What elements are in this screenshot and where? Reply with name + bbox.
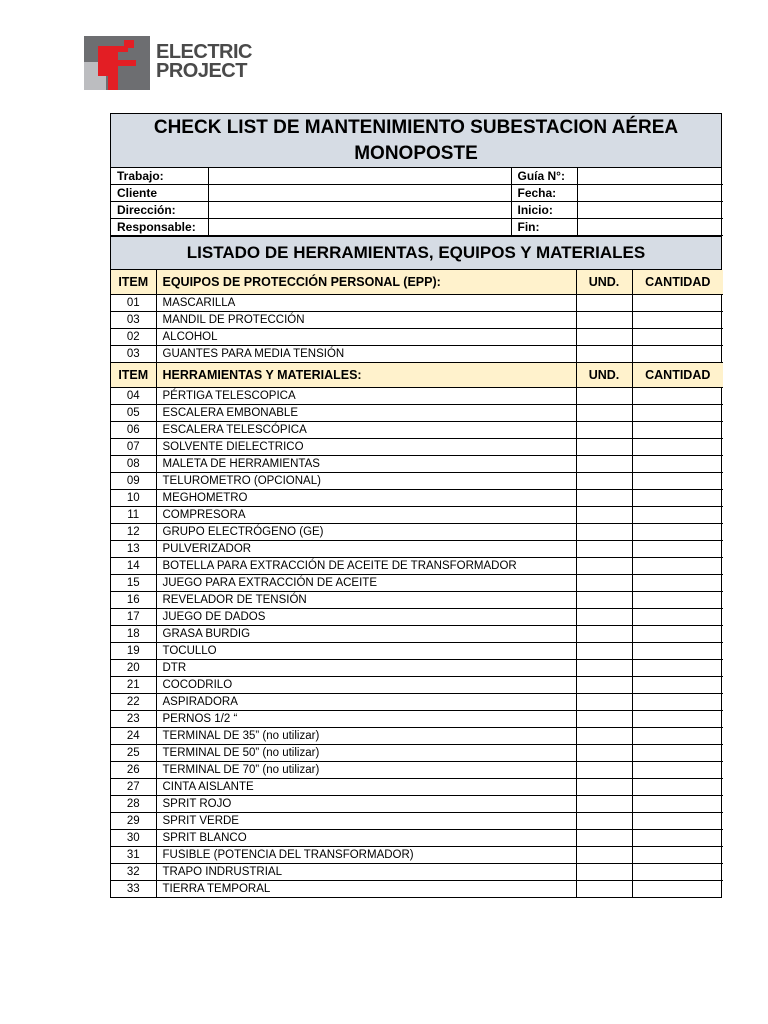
item-number: 06 [111,422,156,439]
item-number: 25 [111,745,156,762]
table-row [111,813,723,830]
info-label: Inicio: [511,202,577,219]
quantity-cell[interactable] [632,592,723,609]
unit-cell[interactable] [576,677,632,694]
table-row [111,575,723,592]
unit-cell[interactable] [576,626,632,643]
table-row [111,524,723,541]
info-value-field[interactable] [208,168,511,185]
table-row [111,643,723,660]
item-number: 17 [111,609,156,626]
item-description: ESCALERA EMBONABLE [156,405,576,422]
header-quantity: CANTIDAD [632,363,723,388]
quantity-cell[interactable] [632,558,723,575]
item-number: 02 [111,329,156,346]
item-description: COCODRILO [156,677,576,694]
unit-cell[interactable] [576,473,632,490]
quantity-cell[interactable] [632,405,723,422]
table-row [111,626,723,643]
quantity-cell[interactable] [632,388,723,405]
unit-cell[interactable] [576,405,632,422]
info-row [111,168,723,185]
unit-cell[interactable] [576,643,632,660]
quantity-cell[interactable] [632,728,723,745]
quantity-cell[interactable] [632,813,723,830]
item-number: 33 [111,881,156,898]
section-header-row [111,363,723,388]
info-value-field[interactable] [577,219,723,236]
quantity-cell[interactable] [632,694,723,711]
table-row [111,295,723,312]
quantity-cell[interactable] [632,881,723,898]
info-table [111,168,723,236]
info-value-field[interactable] [577,202,723,219]
info-row [111,185,723,202]
table-row [111,473,723,490]
electric-project-logo-icon [84,36,150,90]
quantity-cell[interactable] [632,439,723,456]
item-description: TRAPO INDRUSTRIAL [156,864,576,881]
item-number: 26 [111,762,156,779]
checklist-sheet [110,113,722,898]
item-description: CINTA AISLANTE [156,779,576,796]
item-description: GRUPO ELECTRÓGENO (GE) [156,524,576,541]
item-description: MANDIL DE PROTECCIÓN [156,312,576,329]
unit-cell[interactable] [576,779,632,796]
item-number: 07 [111,439,156,456]
info-value-field[interactable] [577,168,723,185]
quantity-cell[interactable] [632,660,723,677]
item-description: GUANTES PARA MEDIA TENSIÓN [156,346,576,363]
header-description: HERRAMIENTAS Y MATERIALES: [156,363,576,388]
item-number: 03 [111,312,156,329]
quantity-cell[interactable] [632,524,723,541]
table-row [111,677,723,694]
item-description: TERMINAL DE 35” (no utilizar) [156,728,576,745]
item-description: TERMINAL DE 70” (no utilizar) [156,762,576,779]
item-number: 27 [111,779,156,796]
unit-cell[interactable] [576,592,632,609]
item-description: ALCOHOL [156,329,576,346]
item-description: BOTELLA PARA EXTRACCIÓN DE ACEITE DE TRANSFORMADOR [156,558,576,575]
table-row [111,847,723,864]
item-description: REVELADOR DE TENSIÓN [156,592,576,609]
quantity-cell[interactable] [632,830,723,847]
quantity-cell[interactable] [632,456,723,473]
item-description: COMPRESORA [156,507,576,524]
quantity-cell[interactable] [632,762,723,779]
item-description: PERNOS 1/2 “ [156,711,576,728]
unit-cell[interactable] [576,558,632,575]
item-number: 19 [111,643,156,660]
table-row [111,388,723,405]
info-label: Responsable: [111,219,208,236]
table-row [111,439,723,456]
unit-cell[interactable] [576,830,632,847]
unit-cell[interactable] [576,864,632,881]
unit-cell[interactable] [576,745,632,762]
unit-cell[interactable] [576,881,632,898]
item-number: 11 [111,507,156,524]
info-label: Fin: [511,219,577,236]
table-row [111,312,723,329]
unit-cell[interactable] [576,312,632,329]
table-row [111,694,723,711]
item-description: JUEGO PARA EXTRACCIÓN DE ACEITE [156,575,576,592]
unit-cell[interactable] [576,422,632,439]
table-row [111,830,723,847]
unit-cell[interactable] [576,847,632,864]
unit-cell[interactable] [576,609,632,626]
item-description: FUSIBLE (POTENCIA DEL TRANSFORMADOR) [156,847,576,864]
item-number: 32 [111,864,156,881]
quantity-cell[interactable] [632,609,723,626]
unit-cell[interactable] [576,329,632,346]
item-number: 04 [111,388,156,405]
item-number: 12 [111,524,156,541]
table-row [111,728,723,745]
unit-cell[interactable] [576,694,632,711]
unit-cell[interactable] [576,762,632,779]
item-description: GRASA BURDIG [156,626,576,643]
item-description: MASCARILLA [156,295,576,312]
quantity-cell[interactable] [632,346,723,363]
quantity-cell[interactable] [632,643,723,660]
quantity-cell[interactable] [632,507,723,524]
quantity-cell[interactable] [632,541,723,558]
header-description: EQUIPOS DE PROTECCIÓN PERSONAL (EPP): [156,270,576,295]
items-table [111,270,723,897]
info-value-field[interactable] [208,202,511,219]
item-description: ESCALERA TELESCÓPICA [156,422,576,439]
item-description: DTR [156,660,576,677]
item-number: 01 [111,295,156,312]
section-subtitle: LISTADO DE HERRAMIENTAS, EQUIPOS Y MATERIALES [111,236,721,270]
item-description: TELUROMETRO (OPCIONAL) [156,473,576,490]
item-number: 13 [111,541,156,558]
item-number: 24 [111,728,156,745]
header-item: ITEM [111,363,156,388]
table-row [111,490,723,507]
table-row [111,405,723,422]
item-number: 18 [111,626,156,643]
unit-cell[interactable] [576,660,632,677]
quantity-cell[interactable] [632,422,723,439]
header-unit: UND. [576,363,632,388]
info-label: Trabajo: [111,168,208,185]
info-value-field[interactable] [208,185,511,202]
unit-cell[interactable] [576,728,632,745]
unit-cell[interactable] [576,524,632,541]
item-description: MEGHOMETRO [156,490,576,507]
logo-line-1: ELECTRIC [156,41,252,63]
item-description: JUEGO DE DADOS [156,609,576,626]
table-row [111,609,723,626]
section-header-row [111,270,723,295]
unit-cell[interactable] [576,813,632,830]
table-row [111,881,723,898]
quantity-cell[interactable] [632,490,723,507]
item-number: 31 [111,847,156,864]
info-value-field[interactable] [208,219,511,236]
logo-line-2: PROJECT [156,60,247,82]
unit-cell[interactable] [576,796,632,813]
item-number: 30 [111,830,156,847]
item-description: SOLVENTE DIELECTRICO [156,439,576,456]
quantity-cell[interactable] [632,711,723,728]
table-row [111,507,723,524]
item-description: SPRIT BLANCO [156,830,576,847]
table-row [111,456,723,473]
item-number: 08 [111,456,156,473]
info-label: Cliente [111,185,208,202]
item-number: 15 [111,575,156,592]
info-row [111,219,723,236]
unit-cell[interactable] [576,456,632,473]
table-row [111,329,723,346]
item-description: MALETA DE HERRAMIENTAS [156,456,576,473]
item-description: TIERRA TEMPORAL [156,881,576,898]
quantity-cell[interactable] [632,473,723,490]
table-row [111,541,723,558]
item-description: SPRIT ROJO [156,796,576,813]
header-unit: UND. [576,270,632,295]
table-row [111,592,723,609]
table-row [111,346,723,363]
unit-cell[interactable] [576,711,632,728]
item-number: 20 [111,660,156,677]
item-description: PULVERIZADOR [156,541,576,558]
company-logo [84,36,264,92]
table-row [111,558,723,575]
item-number: 23 [111,711,156,728]
item-description: ASPIRADORA [156,694,576,711]
quantity-cell[interactable] [632,847,723,864]
table-row [111,796,723,813]
unit-cell[interactable] [576,346,632,363]
unit-cell[interactable] [576,388,632,405]
item-number: 16 [111,592,156,609]
item-number: 03 [111,346,156,363]
header-item: ITEM [111,270,156,295]
info-label: Guía N°: [511,168,577,185]
item-number: 10 [111,490,156,507]
item-number: 29 [111,813,156,830]
quantity-cell[interactable] [632,677,723,694]
table-row [111,422,723,439]
item-description: TERMINAL DE 50” (no utilizar) [156,745,576,762]
unit-cell[interactable] [576,575,632,592]
info-label: Fecha: [511,185,577,202]
table-row [111,779,723,796]
quantity-cell[interactable] [632,295,723,312]
quantity-cell[interactable] [632,779,723,796]
document-title: CHECK LIST DE MANTENIMIENTO SUBESTACION AÉREA MONOPOSTE [111,114,721,168]
unit-cell[interactable] [576,541,632,558]
table-row [111,864,723,881]
item-description: TOCULLO [156,643,576,660]
table-row [111,745,723,762]
item-number: 09 [111,473,156,490]
table-row [111,660,723,677]
item-number: 28 [111,796,156,813]
quantity-cell[interactable] [632,745,723,762]
quantity-cell[interactable] [632,312,723,329]
item-number: 05 [111,405,156,422]
item-number: 21 [111,677,156,694]
quantity-cell[interactable] [632,575,723,592]
quantity-cell[interactable] [632,796,723,813]
table-row [111,762,723,779]
unit-cell[interactable] [576,295,632,312]
info-value-field[interactable] [577,185,723,202]
info-label: Dirección: [111,202,208,219]
unit-cell[interactable] [576,439,632,456]
table-row [111,711,723,728]
quantity-cell[interactable] [632,626,723,643]
header-quantity: CANTIDAD [632,270,723,295]
item-number: 22 [111,694,156,711]
item-number: 14 [111,558,156,575]
quantity-cell[interactable] [632,864,723,881]
item-description: PÉRTIGA TELESCOPICA [156,388,576,405]
info-row [111,202,723,219]
unit-cell[interactable] [576,490,632,507]
unit-cell[interactable] [576,507,632,524]
logo-text [156,43,252,81]
item-description: SPRIT VERDE [156,813,576,830]
quantity-cell[interactable] [632,329,723,346]
